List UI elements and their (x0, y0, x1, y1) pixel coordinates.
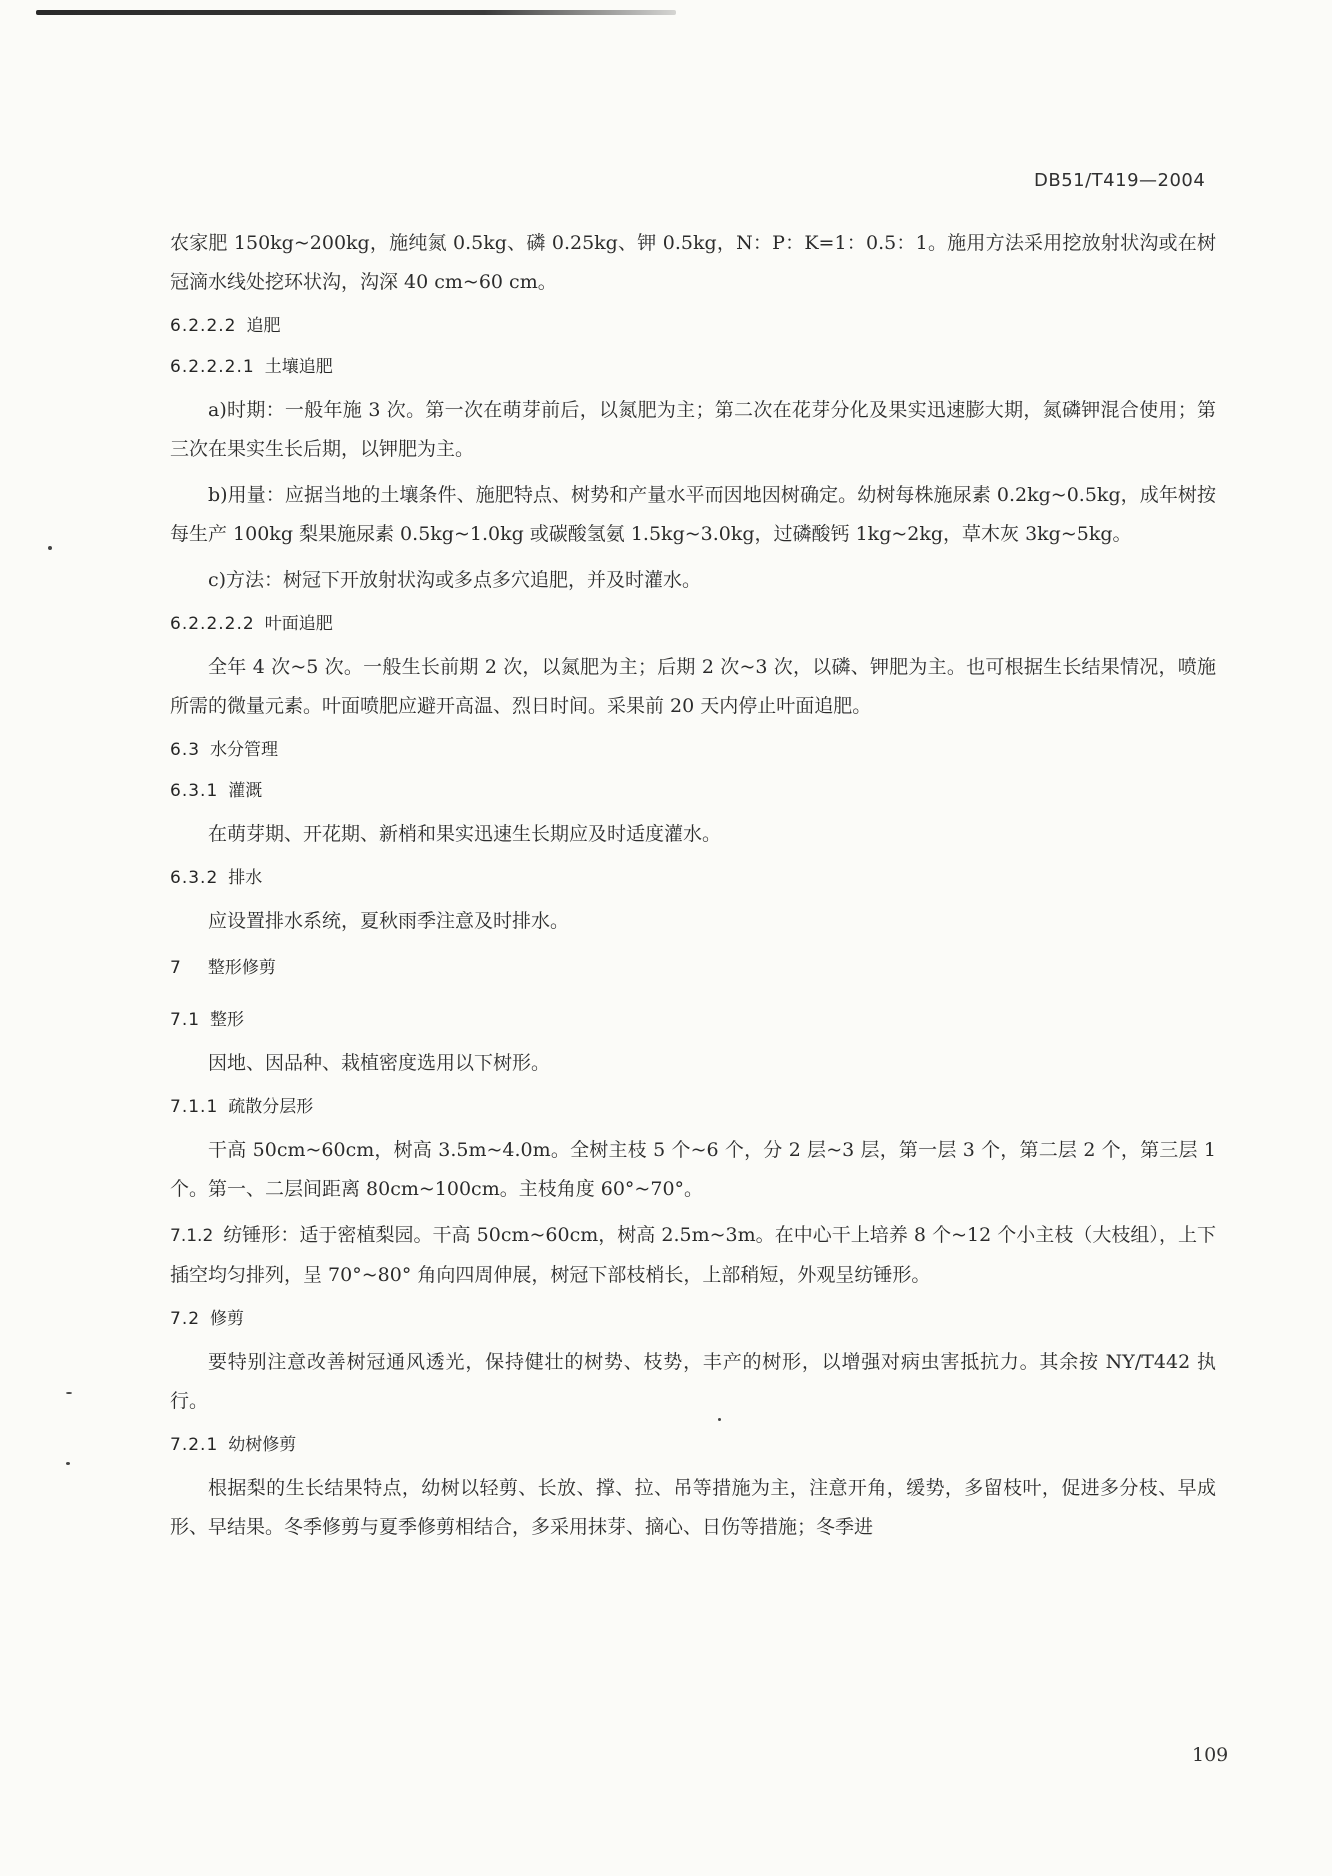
scan-speck (48, 546, 52, 550)
section-number: 7.1.1 (170, 1097, 219, 1117)
section-heading (170, 1302, 1216, 1336)
paragraph: 在萌芽期、开花期、新梢和果实迅速生长期应及时适度灌水。 (208, 823, 722, 845)
paragraph: 要特别注意改善树冠通风透光，保持健壮的树势、枝势，丰产的树形，以增强对病虫害抵抗力。其余按 NY/T442 执行。 (170, 1351, 1216, 1412)
section-heading (170, 607, 1216, 641)
top-rule (36, 10, 676, 15)
section-heading (170, 733, 1216, 767)
paragraph: 全年 4 次~5 次。一般生长前期 2 次，以氮肥为主；后期 2 次~3 次，以磷、钾肥为主。也可根据生长结果情况，喷施所需的微量元素。叶面喷肥应避开高温、烈日时间。采果前 20 天内停止叶面追肥。 (170, 656, 1216, 717)
standard-code: DB51/T419—2004 (1034, 170, 1206, 191)
section-number: 6.3 (170, 740, 201, 760)
scan-speck (718, 1418, 721, 1421)
paragraph-text: 纺锤形：适于密植梨园。干高 50cm~60cm，树高 2.5m~3m。在中心干上培养 8 个~12 个小主枝（大枝组），上下插空均匀排列，呈 70°~80° 角向四周伸展，树冠下部枝梢长，上部稍短，外观呈纺锤形。 (170, 1224, 1216, 1286)
scan-speck (66, 1462, 70, 1465)
section-number: 7.1 (170, 1010, 201, 1030)
section-heading (170, 350, 1216, 384)
page-number: 109 (1192, 1744, 1229, 1766)
paragraph: a)时期：一般年施 3 次。第一次在萌芽前后，以氮肥为主；第二次在花芽分化及果实迅速膨大期，氮磷钾混合使用；第三次在果实生长后期，以钾肥为主。 (170, 399, 1216, 460)
section-heading (170, 861, 1216, 895)
paragraph: 因地、因品种、栽植密度选用以下树形。 (208, 1052, 551, 1074)
section-number: 6.2.2.2.2 (170, 614, 255, 634)
section-heading (170, 774, 1216, 808)
document-body (170, 224, 1216, 1554)
section-number: 6.2.2.2 (170, 316, 237, 336)
section-heading (170, 1090, 1216, 1124)
paragraph: 应设置排水系统，夏秋雨季注意及时排水。 (208, 910, 570, 932)
section-number: 7.1.2 (170, 1226, 214, 1246)
section-title: 叶面追肥 (264, 614, 333, 634)
section-heading (170, 1003, 1216, 1037)
section-title: 追肥 (246, 316, 281, 336)
section-number: 7 (170, 958, 182, 978)
section-heading (170, 1428, 1216, 1462)
section-number: 7.2.1 (170, 1435, 219, 1455)
section-title: 水分管理 (210, 740, 279, 760)
paragraph: 农家肥 150kg~200kg，施纯氮 0.5kg、磷 0.25kg、钾 0.5kg，N：P：K=1：0.5：1。施用方法采用挖放射状沟或在树冠滴水线处挖环状沟，沟深 40 cm~60 cm。 (170, 232, 1216, 293)
section-number: 6.3.1 (170, 781, 219, 801)
section-title: 整形修剪 (207, 958, 276, 978)
section-title: 灌溉 (228, 781, 263, 801)
paragraph: c)方法：树冠下开放射状沟或多点多穴追肥，并及时灌水。 (208, 569, 702, 591)
section-title: 修剪 (210, 1309, 245, 1329)
scan-speck (66, 1392, 72, 1394)
paragraph: 根据梨的生长结果特点，幼树以轻剪、长放、撑、拉、吊等措施为主，注意开角，缓势，多留枝叶，促进多分枝、早成形、早结果。冬季修剪与夏季修剪相结合，多采用抹芽、摘心、日伤等措施；冬季进 (170, 1477, 1216, 1538)
section-title: 疏散分层形 (228, 1097, 314, 1117)
section-title: 排水 (228, 868, 263, 888)
section-title: 土壤追肥 (264, 357, 333, 377)
section-title: 整形 (210, 1010, 245, 1030)
section-title: 幼树修剪 (228, 1435, 297, 1455)
section-heading (170, 309, 1216, 343)
section-number: 6.3.2 (170, 868, 219, 888)
numbered-paragraph (170, 1216, 1216, 1295)
paragraph: 干高 50cm~60cm，树高 3.5m~4.0m。全树主枝 5 个~6 个，分 2 层~3 层，第一层 3 个，第二层 2 个，第三层 1 个。第一、二层间距离 80cm~100cm。主枝角度 60°~70°。 (170, 1139, 1216, 1200)
section-number: 7.2 (170, 1309, 201, 1329)
paragraph: b)用量：应据当地的土壤条件、施肥特点、树势和产量水平而因地因树确定。幼树每株施尿素 0.2kg~0.5kg，成年树按每生产 100kg 梨果施尿素 0.5kg~1.0kg 或碳酸氢氨 1.5kg~3.0kg，过磷酸钙 1kg~2kg，草木灰 3kg~5kg。 (170, 484, 1216, 545)
section-heading (170, 951, 1216, 985)
section-number: 6.2.2.2.1 (170, 357, 255, 377)
